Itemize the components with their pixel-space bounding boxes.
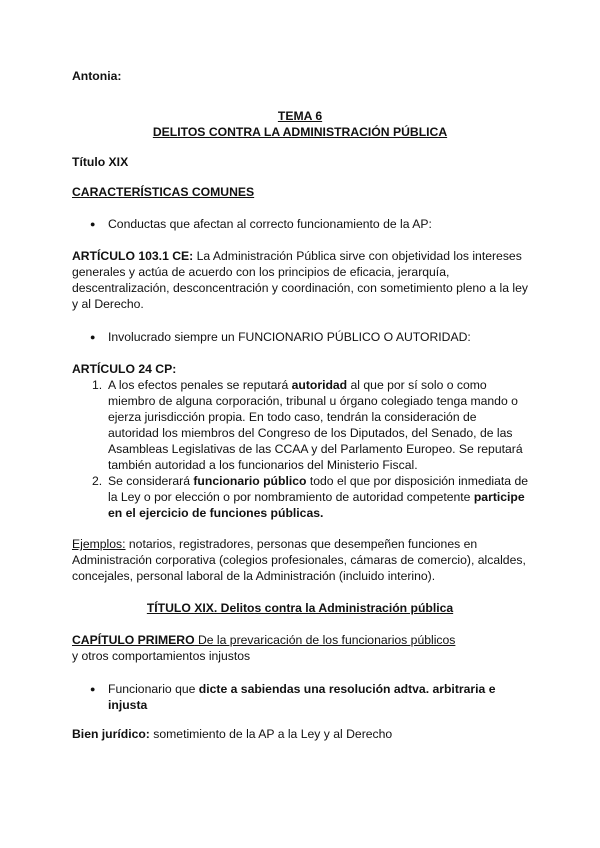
bullet-item [90, 216, 528, 232]
examples-paragraph [72, 536, 528, 584]
tema-number: TEMA 6 [277, 109, 323, 123]
article-103-paragraph [72, 248, 528, 312]
author-label: Antonia: [72, 69, 122, 83]
list-number: 2. [92, 474, 103, 488]
capitulo-heading [72, 632, 528, 648]
list-number: 1. [92, 378, 103, 392]
titulo-label: Título XIX [72, 155, 129, 169]
bien-juridico-label: Bien jurídico: [72, 727, 150, 741]
section-heading-caracteristicas: CARACTERÍSTICAS COMUNES [72, 185, 255, 199]
article-103-label: ARTÍCULO 103.1 CE: [72, 249, 194, 263]
list-text: A los efectos penales se reputará autoridad al que por sí solo o como miembro de alguna corporación, tribunal u órgano colegiado tenga mando o ejerza jurisdicción propia. En todo caso, tendrán la consideración de autoridad los miembros del Congreso de los Diputados, del Senado, de las Asambleas Legislativas de las CCAA y del Parlamento Europeo. Se reputará también autoridad a los funcionarios del Ministerio Fiscal. [108, 378, 523, 472]
bullet-text: Conductas que afectan al correcto funcionamiento de la AP: [108, 217, 432, 231]
capitulo-label: CAPÍTULO PRIMERO [72, 633, 195, 647]
list-text: Se considerará funcionario público todo el que por disposición inmediata de la Ley o por elección o por nombramiento de autoridad competente participe en el ejercicio de funciones públicas. [108, 474, 529, 520]
capitulo-title: De la prevaricación de los funcionarios públicos [194, 633, 456, 647]
list-item [92, 377, 528, 473]
bullet-item [90, 681, 528, 713]
examples-label: Ejemplos: [72, 537, 126, 551]
capitulo-subtitle: y otros comportamientos injustos [72, 649, 251, 663]
bullet-dot-icon: ● [90, 684, 96, 694]
bullet-item [90, 329, 528, 345]
bullet-text: Funcionario que dicte a sabiendas una resolución adtva. arbitraria e injusta [108, 682, 496, 712]
examples-text: notarios, registradores, personas que desempeñen funciones en Administración corporativa (colegios profesionales, cámaras de comercio), alcaldes, concejales, personal laboral de la Administración (incluido interino). [72, 537, 526, 583]
tema-title: DELITOS CONTRA LA ADMINISTRACIÓN PÚBLICA [152, 125, 448, 139]
article-103-text: La Administración Pública sirve con objetividad los intereses generales y actúa de acuerdo con los principios de eficacia, jerarquía, descentralización, desconcentración y coordinación, con sometimiento pleno a la ley y al Derecho. [72, 249, 528, 311]
article-24-label: ARTÍCULO 24 CP: [72, 362, 177, 376]
bullet-dot-icon: ● [90, 219, 96, 229]
bien-juridico-paragraph [72, 726, 528, 742]
list-item [92, 473, 528, 521]
bullet-dot-icon: ● [90, 332, 96, 342]
titulo-xix-heading: TÍTULO XIX. Delitos contra la Administración pública [146, 601, 454, 615]
bullet-text: Involucrado siempre un FUNCIONARIO PÚBLICO O AUTORIDAD: [108, 330, 471, 344]
bien-juridico-text: sometimiento de la AP a la Ley y al Derecho [149, 727, 393, 741]
